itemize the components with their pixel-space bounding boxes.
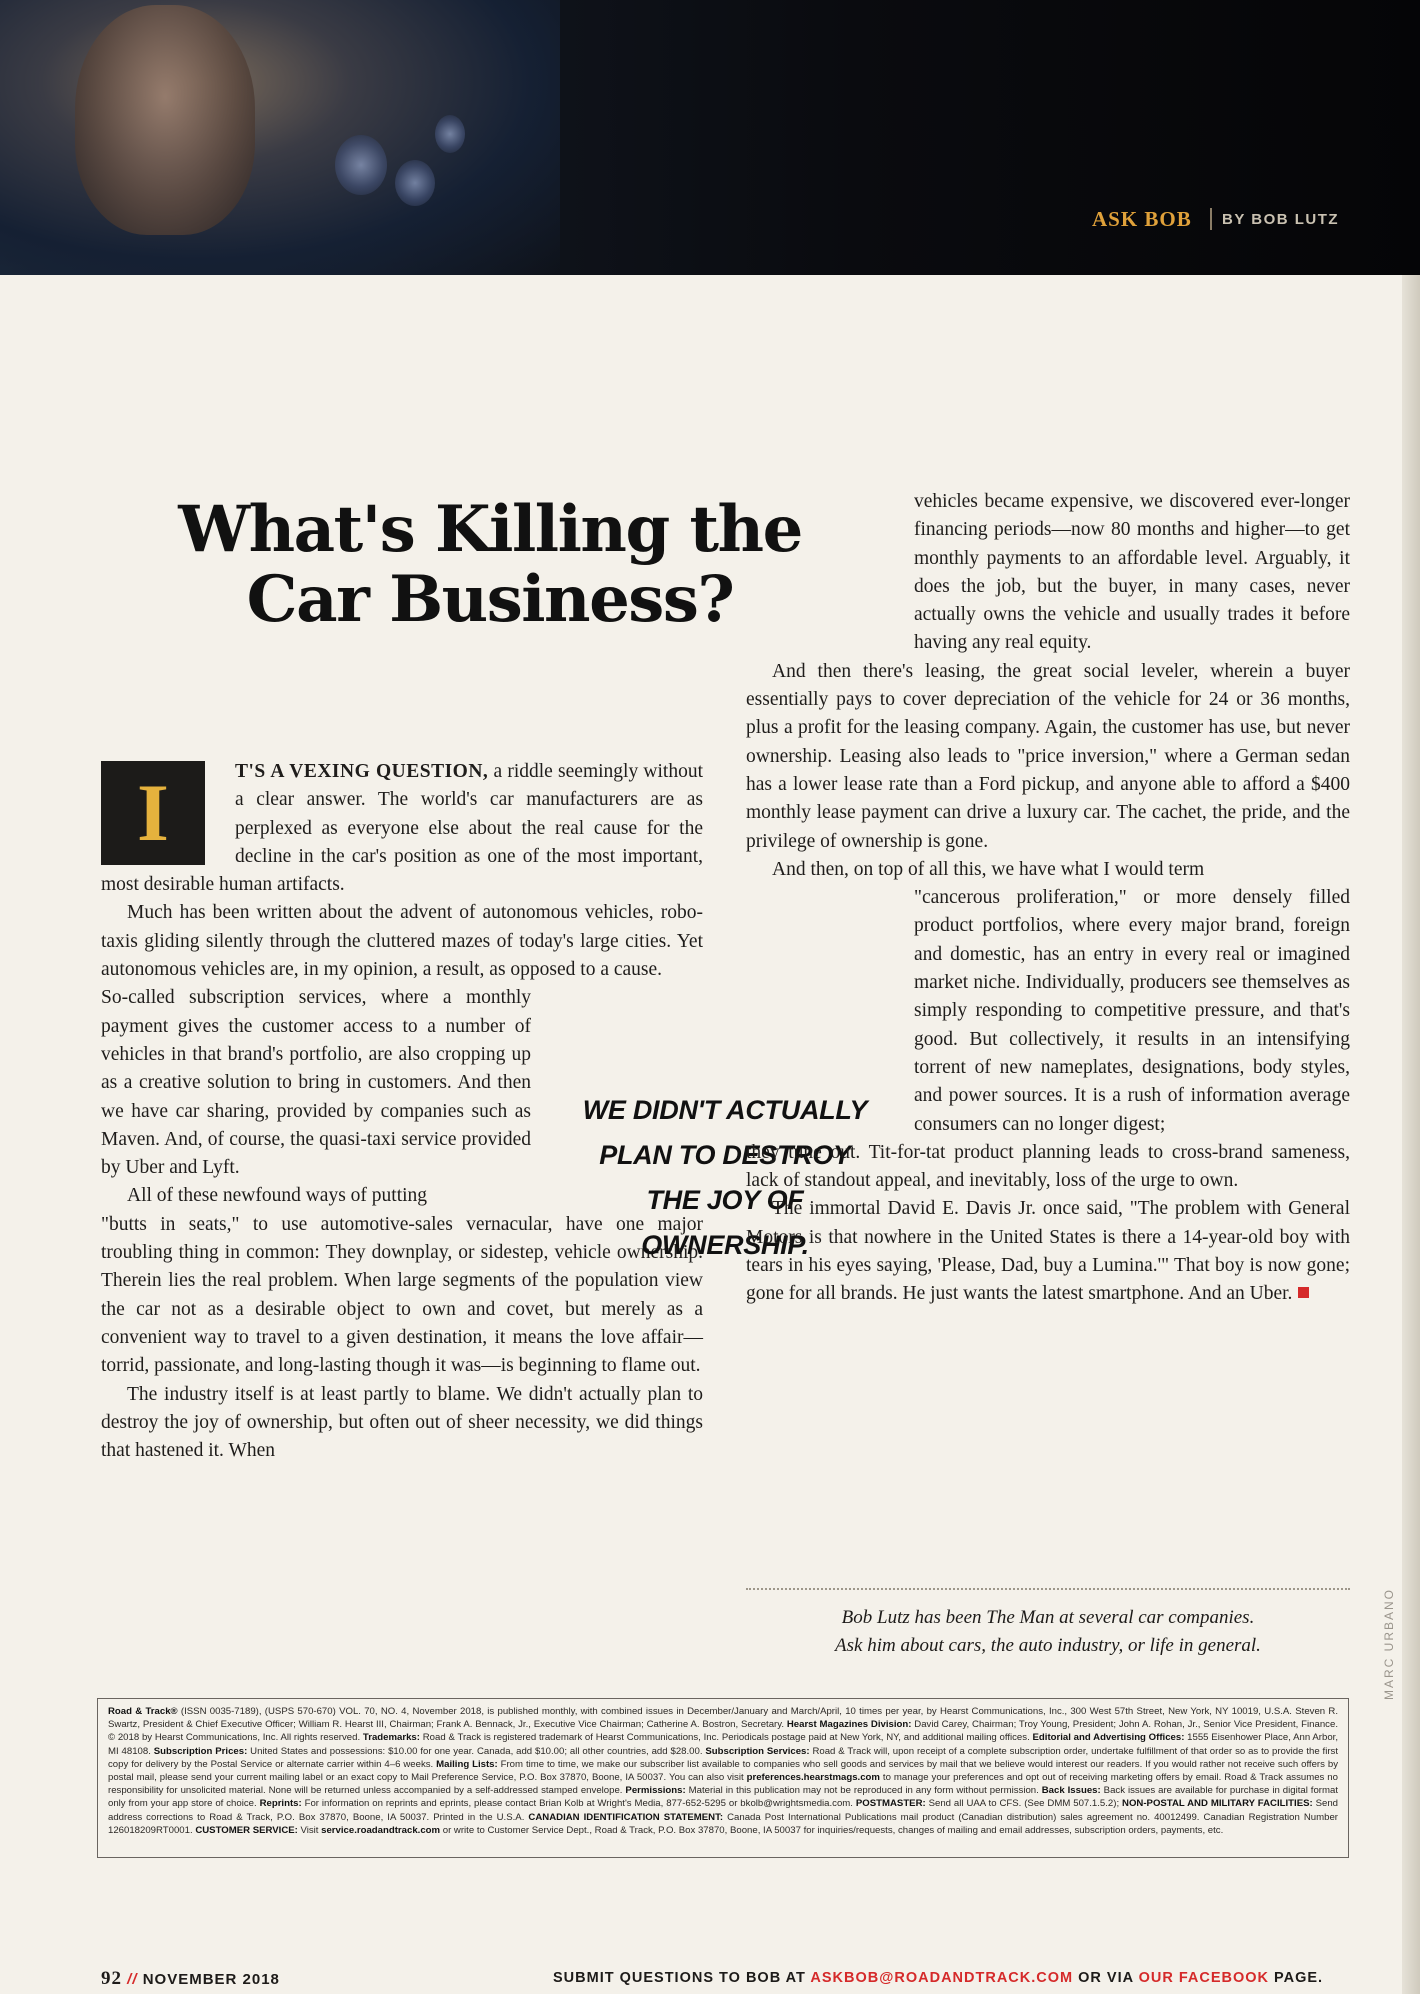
colophon-label: Road & Track® xyxy=(108,1706,178,1717)
colophon-label: Back Issues: xyxy=(1041,1785,1101,1797)
author-bio xyxy=(746,1604,1350,1660)
colophon-text: Canada Post International Publications mail product (Canadian distribution) sales agreement no. 40012499. Canadian Registration Number 126018209RT0001. xyxy=(108,1811,1338,1836)
colophon-text: Send address corrections to Road & Track, P.O. Box 37870, Boone, IA 50037. Printed in the U.S.A. xyxy=(108,1798,1339,1823)
colophon-text: For information on reprints and eprints, please contact Brian Kolb at Wright's Media, 877-652-5295 or bkolb@wrightsmedia.com. xyxy=(301,1798,856,1810)
dropcap: I xyxy=(101,761,205,865)
preferences-link[interactable]: preferences.hearstmags.com xyxy=(746,1772,880,1784)
page-number: 92 xyxy=(101,1968,122,1989)
section-tag: ASK BOB xyxy=(1092,207,1192,231)
dashboard-light xyxy=(335,135,387,195)
bio-divider xyxy=(746,1588,1350,1590)
colophon-text: 1555 Eisenhower Place, Ann Arbor, MI 48108. xyxy=(108,1732,1339,1757)
colophon-text: (ISSN 0035-7189), (USPS 570-670) VOL. 70, NO. 4, November 2018, is published monthly, with combined issues in December/January and March/April, 10 times per year, by Hearst Communications, Inc., 300 West 57th Street, New York, NY 10019, U.S.A. Steven R. Swartz, President & Chief Executive Officer; William R. Hearst III, Chairman; Frank A. Bennack, Jr., Executive Vice Chairman; Catherine A. Bostron, Secretary. xyxy=(108,1706,1338,1731)
issue-date: NOVEMBER 2018 xyxy=(142,1971,280,1988)
header-photo-banner xyxy=(0,0,1420,275)
author-photo xyxy=(0,0,560,275)
paragraph-subscription: So-called subscription services, where a monthly payment gives the customer access to a number of vehicles in that brand's portfolio, are also cropping up as a creative solution to bring in customers. And then we have car sharing, provided by companies such as Maven. And, of course, the quasi-taxi service provided by Uber and Lyft. xyxy=(101,987,531,1179)
dashboard-light xyxy=(435,115,465,153)
author-portrait-shape xyxy=(75,5,255,235)
submit-text: PAGE. xyxy=(1269,1970,1324,1986)
paragraph-butts-in-seats-start: All of these newfound ways of putting xyxy=(127,1185,428,1207)
colophon-text: or write to Customer Service Dept., Road & Track, P.O. Box 37870, Boone, IA 50037 for inquiries/requests, changes of mailing and email addresses, subscription orders, payments, etc. xyxy=(440,1824,1224,1836)
submit-text: OR VIA xyxy=(1073,1970,1139,1986)
photo-credit: MARC URBANO xyxy=(1382,1587,1396,1700)
colophon-label: NON-POSTAL AND MILITARY FACILITIES: xyxy=(1122,1798,1313,1810)
section-divider xyxy=(1210,208,1212,230)
submit-questions-line xyxy=(553,1970,1323,1986)
colophon-label: Subscription Services: xyxy=(705,1745,810,1757)
author-bio-line: Ask him about cars, the auto industry, or life in general. xyxy=(835,1635,1261,1656)
colophon-text: Road & Track will, upon receipt of a complete subscription order, undertake fulfillment of that order so as to provide the first copy for delivery by the Postal Service or alternate carrier within 4–6 weeks. xyxy=(108,1745,1338,1770)
dashboard-light xyxy=(395,160,435,206)
paragraph-proliferation-start: And then, on top of all this, we have what I would term xyxy=(772,858,1205,880)
colophon-label: Reprints: xyxy=(259,1798,302,1810)
page-folio xyxy=(101,1968,280,1990)
colophon-text: Material in this publication may not be reproduced in any form without permission. xyxy=(685,1785,1042,1797)
colophon-text: From time to time, we make our subscriber list available to companies who sell goods and services by mail that we believe would interest our readers. If you would rather not receive such offers by postal mail, please send your current mailing label or an exact copy to Mail Preference Service, P.O. Box 37870, Boone, IA 50037. You can also visit xyxy=(108,1758,1338,1784)
paragraph-david-davis-text: The immortal David E. Davis Jr. once said, "The problem with General Motors is that nowhere in the United States is there a 14-year-old boy with tears in his eyes saying, 'Please, Dad, buy a Lumina.'" That boy is now gone; gone for all brands. He just wants the latest smartphone. And an Uber. xyxy=(746,1198,1350,1305)
colophon-text: David Carey, Chairman; Troy Young, President; John A. Rohan, Jr., Senior Vice President, Finance. © 2018 by Hearst Communications, Inc. All rights reserved. xyxy=(108,1719,1338,1744)
colophon-text: Back issues are available for purchase in digital format only from your app store of choice. xyxy=(108,1785,1338,1810)
lead-in: T'S A VEXING QUESTION, xyxy=(235,761,489,782)
paragraph-financing: vehicles became expensive, we discovered ever-longer financing periods—now 80 months and higher—to get monthly payments to an affordable level. Arguably, it does the job, but the buyer, in many cases, never actually owns the vehicle and usually trades it before having any real equity. xyxy=(914,491,1350,654)
paragraph-proliferation: "cancerous proliferation," or more densely filled product portfolios, where every major brand, foreign and domestic, has an entry in every real or imagined market niche. Individually, producers see themselves as simply responding to competitive pressure, and that's good. But collectively, it results in an intensifying torrent of new nameplates, designations, body styles, and power sources. It is a rush of information average consumers can no longer digest; xyxy=(914,887,1350,1135)
colophon-text: Visit xyxy=(297,1824,322,1836)
section-byline: BY BOB LUTZ xyxy=(1222,211,1340,228)
colophon-text: United States and possessions: $10.00 for one year. Canada, add $10.00; all other countries, add $28.00. xyxy=(247,1745,706,1757)
paragraph-leasing: And then there's leasing, the great social leveler, wherein a buyer essentially pays to cover depreciation of the vehicle for 24 or 36 months, plus a profit for the leasing company. Again, the customer has use, but never ownership. Leasing also leads to "price inversion," where a German sedan has a lower lease rate than a Ford pickup, and anyone able to afford a $400 monthly lease payment can drive a luxury car. The cachet, the pride, and the privilege of ownership is gone. xyxy=(746,660,1350,852)
end-of-article-mark xyxy=(1298,1287,1309,1298)
colophon-label: CANADIAN IDENTIFICATION STATEMENT: xyxy=(528,1811,724,1823)
colophon-label: CUSTOMER SERVICE: xyxy=(195,1824,298,1836)
page-gutter-shadow xyxy=(1402,275,1420,1994)
article-headline: What's Killing the Car Business? xyxy=(178,492,802,637)
pull-quote: WE DIDN'T ACTUALLY PLAN TO DESTROY THE JOY OF OWNERSHIP. xyxy=(582,1095,868,1260)
colophon-label: Mailing Lists: xyxy=(436,1758,498,1770)
colophon-text: Road & Track is registered trademark of Hearst Communications, Inc. Periodicals postage paid at New York, NY, and additional mailing offices. xyxy=(419,1732,1033,1744)
author-bio-line: Bob Lutz has been The Man at several car companies. xyxy=(841,1607,1255,1628)
colophon-label: Hearst Magazines Division: xyxy=(786,1719,912,1731)
colophon-text: to manage your preferences and opt out of receiving marketing offers by email. Road & Track assumes no responsibility for unsolicited material. None will be returned unless accompanied by a self-addressed stamped envelope. xyxy=(108,1772,1338,1797)
publication-colophon xyxy=(97,1698,1349,1858)
opening-paragraph xyxy=(101,758,703,899)
paragraph-david-davis xyxy=(746,1195,1350,1308)
article-column-right xyxy=(746,488,1350,1309)
colophon-text: Send all UAA to CFS. (See DMM 507.1.5.2); xyxy=(925,1798,1123,1810)
colophon-label: Permissions: xyxy=(625,1785,686,1797)
colophon-label: POSTMASTER: xyxy=(855,1798,926,1810)
folio-separator: // xyxy=(127,1971,138,1988)
colophon-label: Editorial and Advertising Offices: xyxy=(1032,1732,1185,1744)
paragraph-autonomous: Much has been written about the advent of autonomous vehicles, robo-taxis gliding silently through the cluttered mazes of today's large cities. Yet autonomous vehicles are, in my opinion, a result, as opposed to a cause. xyxy=(101,902,703,981)
paragraph-industry-blame: The industry itself is at least partly to blame. We didn't actually plan to destroy the joy of ownership, but often out of sheer necessity, we did things that hastened it. When xyxy=(101,1383,703,1462)
opening-paragraph-text: a riddle seemingly without a clear answer. The world's car manufacturers are as perplexed as everyone else about the real cause for the decline in the car's position as one of the most important, most desirable human artifacts. xyxy=(101,761,703,896)
paragraph-butts-in-seats: "butts in seats," to use automotive-sales vernacular, have one major troubling thing in common: They downplay, or sidestep, vehicle ownership. Therein lies the real problem. When large segments of the population view the car not as a desirable object to own and covet, but merely as a convenient way to travel to a given destination, it means the love affair—torrid, passionate, and long-lasting though it was—is beginning to flame out. xyxy=(101,1213,703,1377)
submit-text: SUBMIT QUESTIONS TO BOB AT xyxy=(553,1970,811,1986)
facebook-link[interactable]: OUR FACEBOOK xyxy=(1138,1970,1269,1986)
colophon-label: Trademarks: xyxy=(362,1732,420,1744)
paragraph-proliferation-end: they tune out. Tit-for-tat product planning leads to cross-brand sameness, lack of standout appeal, and inevitably, loss of the urge to own. xyxy=(746,1141,1350,1192)
submit-email-link[interactable]: ASKBOB@ROADANDTRACK.COM xyxy=(810,1970,1074,1986)
colophon-label: Subscription Prices: xyxy=(153,1745,248,1757)
customer-service-link[interactable]: service.roadandtrack.com xyxy=(321,1824,441,1836)
